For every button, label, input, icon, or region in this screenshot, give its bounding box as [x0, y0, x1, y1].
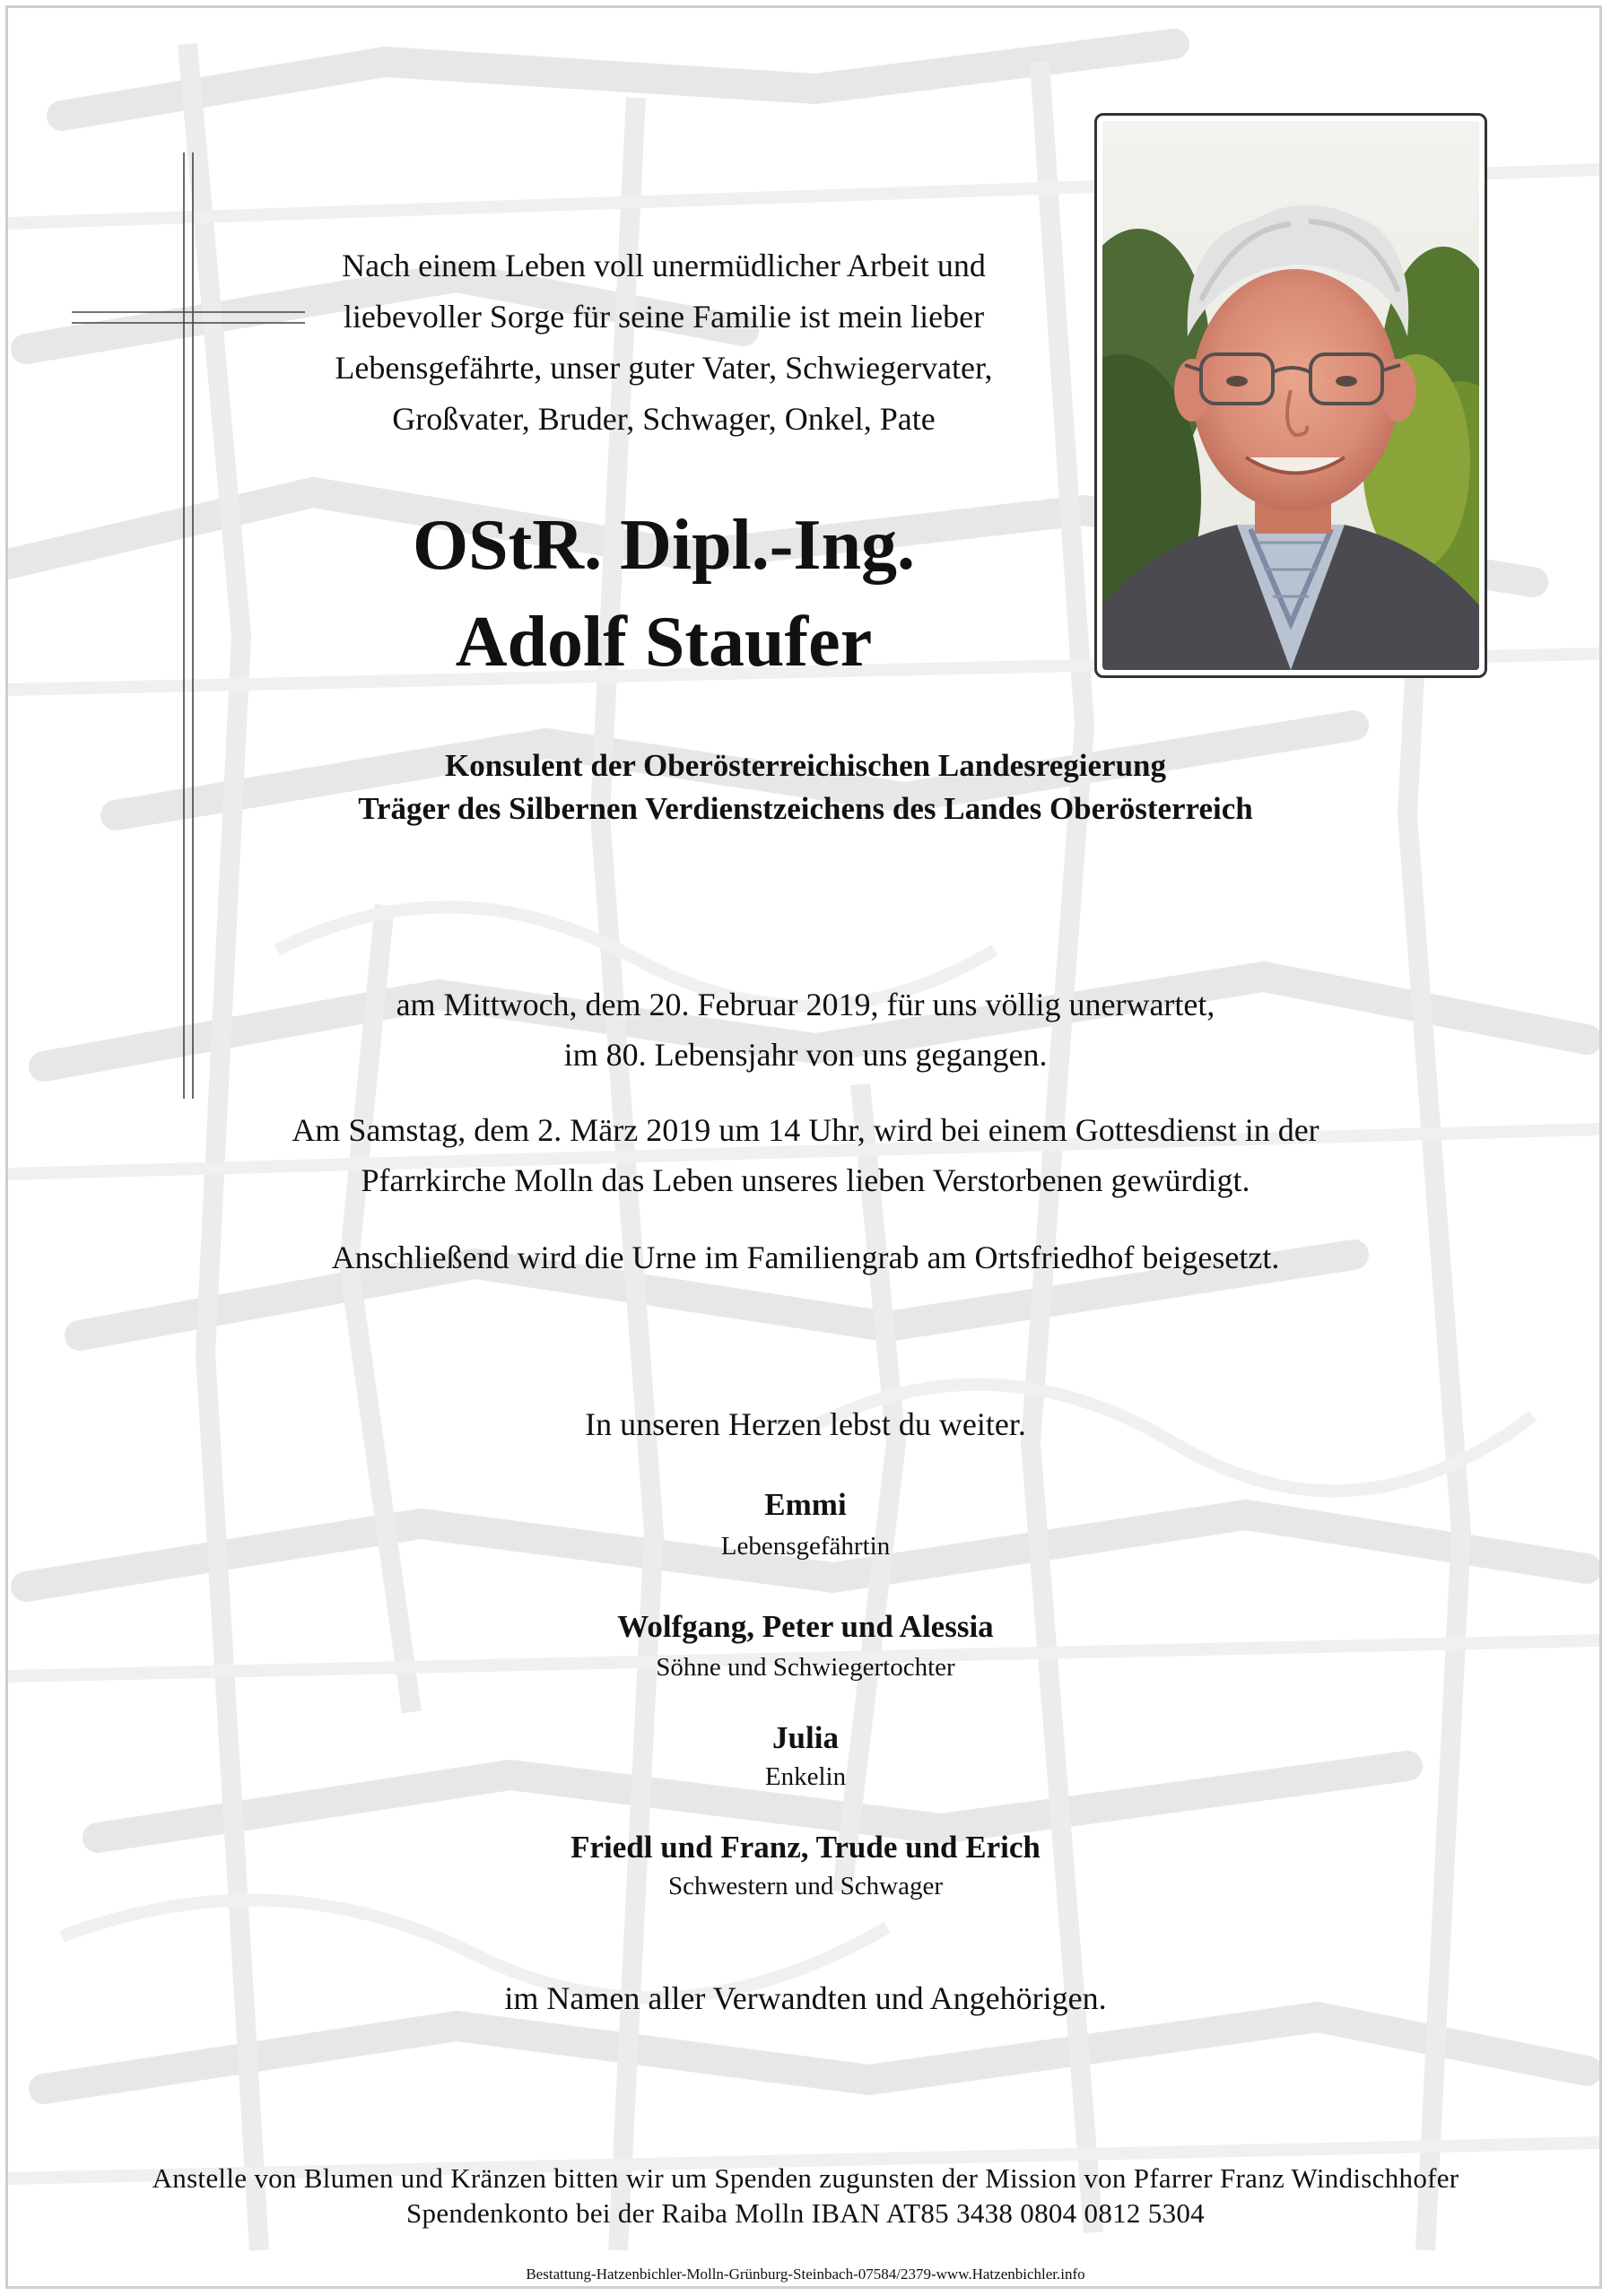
deceased-title: OStR. Dipl.-Ing. [412, 506, 916, 585]
donation-line: Spendenkonto bei der Raiba Molln IBAN AT85 3438 0804 0812 5304 [406, 2197, 1205, 2229]
deceased-name: Adolf Staufer [455, 603, 873, 682]
mourner-relation: Söhne und Schwiegertochter [656, 1653, 955, 1682]
portrait-photo-frame [1094, 113, 1487, 678]
mourner-relation: Enkelin [764, 1762, 847, 1791]
service-line: Am Samstag, dem 2. März 2019 um 14 Uhr, wird bei einem Gottesdienst in der [292, 1112, 1319, 1148]
honor-line: Konsulent der Oberösterreichischen Landesregierung [444, 748, 1166, 783]
honor-line: Träger des Silbernen Verdienstzeichens des Landes Oberösterreich [358, 791, 1253, 826]
mourner-relation: Lebensgefährtin [720, 1532, 891, 1561]
intro-line: Großvater, Bruder, Schwager, Onkel, Pate [392, 401, 936, 437]
mourner-name: Julia [772, 1720, 839, 1755]
intro-line: Nach einem Leben voll unermüdlicher Arbeit und [342, 248, 986, 283]
mourner-name: Friedl und Franz, Trude und Erich [570, 1830, 1041, 1865]
mourner-name: Emmi [764, 1487, 847, 1522]
portrait-photo [1102, 121, 1479, 670]
closing-text: im Namen aller Verwandten und Angehörigen. [504, 1980, 1107, 2016]
donation-line: Anstelle von Blumen und Kränzen bitten wir um Spenden zugunsten der Mission von Pfarrer Franz Windischhofer [152, 2162, 1459, 2194]
intro-line: liebevoller Sorge für seine Familie ist mein lieber [343, 299, 985, 335]
death-notice-line: im 80. Lebensjahr von uns gegangen. [563, 1037, 1048, 1073]
intro-line: Lebensgefährte, unser guter Vater, Schwiegervater, [335, 350, 993, 386]
mourner-relation: Schwestern und Schwager [667, 1872, 944, 1900]
motto-text: In unseren Herzen lebst du weiter. [585, 1406, 1026, 1442]
service-line: Pfarrkirche Molln das Leben unseres lieben Verstorbenen gewürdigt. [361, 1162, 1250, 1198]
funeral-home-imprint: Bestattung-Hatzenbichler-Molln-Grünburg-Steinbach-07584/2379-www.Hatzenbichler.info [526, 2266, 1085, 2283]
burial-text: Anschließend wird die Urne im Familiengrab am Ortsfriedhof beigesetzt. [331, 1239, 1280, 1275]
mourner-name: Wolfgang, Peter und Alessia [617, 1609, 994, 1644]
death-notice-line: am Mittwoch, dem 20. Februar 2019, für uns völlig unerwartet, [396, 987, 1215, 1022]
